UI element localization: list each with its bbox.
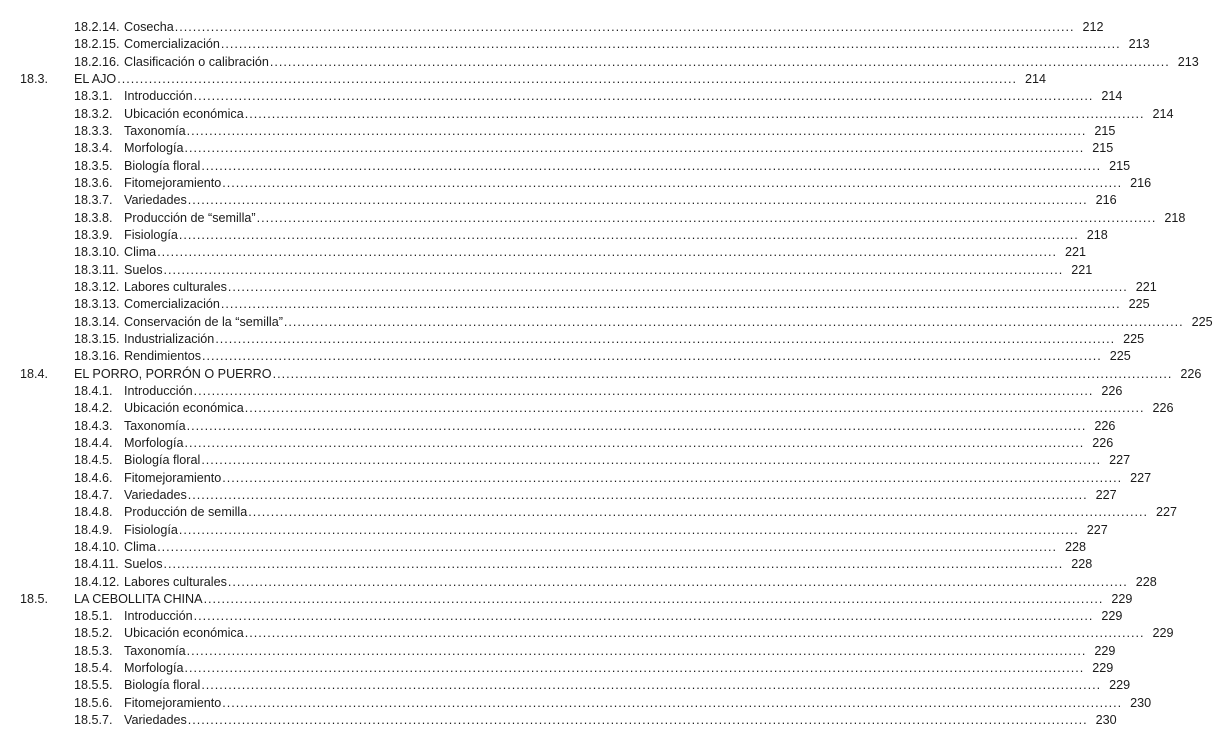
toc-title-line (74, 695, 1152, 712)
toc-title-line (74, 435, 1114, 452)
toc-entry-title: Fitomejoramiento (124, 175, 222, 190)
toc-entry-title: Labores culturales (124, 279, 227, 294)
toc-page-number: 227 (1086, 522, 1108, 537)
toc-title-line (74, 625, 1174, 642)
toc-title-line (74, 504, 1177, 521)
toc-title-line (74, 400, 1174, 417)
dot-leader: ........................................................................................................................................................................................................ (178, 227, 1079, 242)
toc-page-number: 216 (1130, 175, 1152, 190)
toc-entry (0, 556, 1093, 573)
toc-section-heading (0, 366, 1202, 383)
toc-entry (0, 695, 1152, 712)
toc-page-number: 215 (1092, 141, 1114, 156)
dot-leader: ........................................................................................................................................................................................................ (201, 678, 1102, 693)
toc-title-line (74, 677, 1131, 694)
toc-entry-number: 18.4.7. (74, 487, 113, 502)
toc-entry-number: 18.3.7. (74, 193, 113, 208)
toc-title-text (74, 123, 186, 140)
toc-section-heading (0, 591, 1133, 608)
toc-title-line (74, 522, 1108, 539)
dot-leader: ........................................................................................................................................................................................................ (222, 175, 1123, 190)
dot-leader: ........................................................................................................................................................................................................ (222, 695, 1123, 710)
toc-page-number: 228 (1071, 557, 1093, 572)
toc-entry-title: Variedades (124, 487, 187, 502)
toc-entry (0, 244, 1086, 261)
toc-entry-number: 18.4.2. (74, 401, 113, 416)
toc-title-text (74, 331, 214, 348)
toc-entry (0, 574, 1157, 591)
toc-title-text (74, 192, 187, 209)
toc-title-text (74, 452, 200, 469)
toc-entry-title: Biología floral (124, 453, 201, 468)
toc-title-line (74, 487, 1117, 504)
toc-title-text (74, 591, 203, 608)
toc-title-line (74, 279, 1157, 296)
toc-entry-number: 18.4.8. (74, 505, 113, 520)
toc-title-line (74, 192, 1117, 209)
toc-entry-title: Taxonomía (124, 643, 186, 658)
toc-entry-title: Biología floral (124, 158, 201, 173)
toc-page-number: 226 (1101, 383, 1123, 398)
toc-title-text (74, 435, 184, 452)
toc-page-number: 228 (1135, 574, 1157, 589)
dot-leader: ........................................................................................................................................................................................................ (174, 20, 1075, 34)
toc-title-line (74, 106, 1174, 123)
toc-entry-title: Introducción (124, 609, 193, 624)
toc-title-text (74, 210, 256, 227)
dot-leader: ........................................................................................................................................................................................................ (184, 141, 1085, 156)
toc-title-line (74, 418, 1116, 435)
toc-title-text (74, 418, 186, 435)
dot-leader: ........................................................................................................................................................................................................ (187, 713, 1088, 728)
toc-page-number: 214 (1025, 71, 1047, 86)
dot-leader: ........................................................................................................................................................................................................ (187, 193, 1088, 208)
toc-page-number: 230 (1095, 713, 1117, 728)
dot-leader: ........................................................................................................................................................................................................ (272, 366, 1173, 381)
toc-entry (0, 712, 1117, 729)
toc-entry-title: Suelos (124, 262, 163, 277)
toc-page-number: 225 (1109, 349, 1131, 364)
toc-entry (0, 435, 1114, 452)
toc-entry-number: 18.5.7. (74, 713, 113, 728)
toc-page-number: 229 (1152, 626, 1174, 641)
toc-entry-number: 18.3.2. (74, 106, 113, 121)
toc-entry-number: 18.4.3. (74, 418, 113, 433)
toc-entry-number: 18.3.6. (74, 175, 113, 190)
toc-entry (0, 452, 1131, 469)
toc-entry-number: 18.3.13. (74, 297, 120, 312)
toc-page-number: 229 (1094, 643, 1116, 658)
toc-entry (0, 487, 1117, 504)
toc-entry-number: 18.4.9. (74, 522, 113, 537)
toc-entry-number: 18.3.3. (74, 123, 113, 138)
toc-title-line (74, 71, 1047, 88)
dot-leader: ........................................................................................................................................................................................................ (227, 574, 1128, 589)
toc-page-number: 216 (1095, 193, 1117, 208)
toc-entry (0, 660, 1114, 677)
toc-entry-number: 18.4.4. (74, 435, 113, 450)
toc-page-number: 229 (1092, 661, 1114, 676)
toc-title-text (74, 470, 221, 487)
toc-entry (0, 106, 1174, 123)
toc-entry-title: Morfología (124, 141, 184, 156)
dot-leader: ........................................................................................................................................................................................................ (227, 279, 1128, 294)
toc-entry-title: Biología floral (124, 678, 201, 693)
toc-entry-number: 18.5.3. (74, 643, 113, 658)
toc-title-line (74, 383, 1123, 400)
toc-entry-title: Clima (124, 245, 157, 260)
toc-page-number: 229 (1101, 609, 1123, 624)
toc-page-number: 215 (1109, 158, 1131, 173)
toc-title-line (74, 366, 1202, 383)
toc-page-number: 225 (1123, 331, 1145, 346)
dot-leader: ........................................................................................................................................................................................................ (163, 557, 1064, 572)
toc-entry-number: 18.3.9. (74, 227, 113, 242)
dot-leader: ........................................................................................................................................................................................................ (193, 89, 1094, 104)
toc-entry (0, 522, 1108, 539)
toc-entry-title: Introducción (124, 383, 193, 398)
toc-entry-title: Producción de semilla (124, 505, 248, 520)
toc-entry-number: 18.4.6. (74, 470, 113, 485)
toc-entry-title: Variedades (124, 193, 187, 208)
toc-entry-title: Fisiología (124, 227, 178, 242)
toc-entry (0, 262, 1093, 279)
toc-title-line (74, 175, 1152, 192)
toc-entry-number: 18.3.4. (74, 141, 113, 156)
toc-title-text (74, 400, 244, 417)
toc-entry-title: Introducción (124, 89, 193, 104)
toc-title-text (74, 227, 178, 244)
toc-title-text (74, 244, 156, 261)
toc-entry-title: Labores culturales (124, 574, 227, 589)
toc-entry (0, 504, 1177, 521)
toc-page-number: 213 (1128, 37, 1150, 52)
toc-title-line (74, 88, 1123, 105)
toc-page-number: 226 (1094, 418, 1116, 433)
toc-entry-number: 18.3.14. (74, 314, 120, 329)
toc-title-text (74, 522, 178, 539)
toc-title-text (74, 574, 227, 591)
toc-entry-title: Ubicación económica (124, 626, 244, 641)
toc-entry-number: 18.5.4. (74, 661, 113, 676)
toc-page-number: 227 (1155, 505, 1177, 520)
toc-title-text (74, 88, 193, 105)
toc-entry-title: Comercialización (124, 37, 220, 52)
toc-title-line (74, 452, 1131, 469)
toc-entry (0, 539, 1086, 556)
table-of-contents (0, 19, 1213, 729)
toc-entry-title: Cosecha (124, 20, 174, 34)
toc-entry-number: 18.4.12. (74, 574, 120, 589)
toc-entry (0, 88, 1123, 105)
toc-section-heading (0, 71, 1047, 88)
dot-leader: ........................................................................................................................................................................................................ (186, 123, 1087, 138)
toc-page-number: 229 (1109, 678, 1131, 693)
toc-title-text (74, 608, 193, 625)
toc-title-text (74, 695, 221, 712)
toc-title-text (74, 314, 283, 331)
dot-leader: ........................................................................................................................................................................................................ (222, 470, 1123, 485)
toc-page-number: 214 (1101, 89, 1123, 104)
toc-entry (0, 19, 1104, 36)
toc-title-text (74, 71, 116, 88)
toc-entry-title: Ubicación económica (124, 106, 244, 121)
dot-leader: ........................................................................................................................................................................................................ (215, 331, 1116, 346)
toc-entry-title: Fitomejoramiento (124, 470, 222, 485)
toc-page-number: 227 (1109, 453, 1131, 468)
toc-title-text (74, 36, 220, 53)
toc-entry-title: Rendimientos (124, 349, 202, 364)
toc-page-number: 221 (1135, 279, 1157, 294)
dot-leader: ........................................................................................................................................................................................................ (244, 106, 1145, 121)
toc-title-text (74, 487, 187, 504)
toc-entry (0, 383, 1123, 400)
toc-title-text (74, 19, 174, 36)
toc-entry-title: Taxonomía (124, 418, 186, 433)
dot-leader: ........................................................................................................................................................................................................ (201, 158, 1102, 173)
toc-title-text (74, 625, 244, 642)
toc-entry (0, 400, 1174, 417)
toc-entry (0, 677, 1131, 694)
toc-entry-number: 18.4.11. (74, 557, 119, 572)
toc-entry-title: Suelos (124, 557, 163, 572)
dot-leader: ........................................................................................................................................................................................................ (283, 314, 1184, 329)
toc-entry (0, 158, 1131, 175)
toc-entry-number: 18.4.10. (74, 539, 120, 554)
toc-title-line (74, 348, 1131, 365)
toc-entry-title: Morfología (124, 661, 184, 676)
dot-leader: ........................................................................................................................................................................................................ (248, 505, 1148, 520)
toc-entry (0, 643, 1116, 660)
toc-title-line (74, 643, 1116, 660)
toc-page-number: 230 (1130, 695, 1152, 710)
toc-page-number: 221 (1064, 245, 1086, 260)
toc-page-number: 226 (1180, 366, 1202, 381)
toc-entry (0, 625, 1174, 642)
dot-leader: ........................................................................................................................................................................................................ (186, 643, 1087, 658)
toc-entry-number: 18.5.1. (74, 609, 113, 624)
toc-entry (0, 227, 1108, 244)
toc-entry-title: Conservación de la “semilla” (124, 314, 283, 329)
toc-page-number: 226 (1152, 401, 1174, 416)
toc-entry-title: Industrialización (124, 331, 215, 346)
dot-leader: ........................................................................................................................................................................................................ (244, 626, 1145, 641)
toc-title-text (74, 279, 227, 296)
toc-entry-title: EL PORRO, PORRÓN O PUERRO (74, 366, 272, 381)
toc-entry-number: 18.3.10. (74, 245, 120, 260)
dot-leader: ........................................................................................................................................................................................................ (184, 435, 1085, 450)
toc-title-line (74, 574, 1157, 591)
toc-entry (0, 470, 1152, 487)
toc-page-number: 212 (1082, 20, 1104, 34)
toc-entry-number: 18.3.1. (74, 89, 113, 104)
toc-entry-number: 18.2.14. (74, 20, 120, 34)
toc-entry (0, 192, 1117, 209)
dot-leader: ........................................................................................................................................................................................................ (269, 54, 1170, 69)
toc-entry-title: Morfología (124, 435, 184, 450)
toc-title-line (74, 591, 1133, 608)
toc-page-number: 221 (1071, 262, 1093, 277)
toc-entry (0, 123, 1116, 140)
toc-page-number: 218 (1086, 227, 1108, 242)
dot-leader: ........................................................................................................................................................................................................ (186, 418, 1087, 433)
toc-entry (0, 140, 1114, 157)
toc-title-text (74, 539, 156, 556)
toc-title-line (74, 227, 1108, 244)
toc-page-number: 229 (1111, 591, 1133, 606)
dot-leader: ........................................................................................................................................................................................................ (256, 210, 1157, 225)
toc-page-number: 225 (1191, 314, 1213, 329)
toc-entry-title: LA CEBOLLITA CHINA (74, 591, 203, 606)
toc-entry-title: Clima (124, 539, 157, 554)
toc-entry (0, 348, 1131, 365)
toc-entry-number: 18.4.1. (74, 383, 113, 398)
toc-entry (0, 314, 1213, 331)
toc-entry-number: 18.5.5. (74, 678, 113, 693)
toc-title-line (74, 712, 1117, 729)
toc-entry-title: Taxonomía (124, 123, 186, 138)
toc-title-line (74, 539, 1086, 556)
toc-title-line (74, 314, 1213, 331)
toc-entry-title: Fitomejoramiento (124, 695, 222, 710)
toc-title-line (74, 470, 1152, 487)
toc-entry (0, 296, 1150, 313)
dot-leader: ........................................................................................................................................................................................................ (220, 37, 1121, 52)
dot-leader: ........................................................................................................................................................................................................ (157, 539, 1057, 554)
toc-title-line (74, 262, 1093, 279)
toc-title-text (74, 348, 201, 365)
toc-title-line (74, 123, 1116, 140)
toc-title-text (74, 54, 269, 71)
toc-page-number: 215 (1094, 123, 1116, 138)
dot-leader: ........................................................................................................................................................................................................ (244, 401, 1145, 416)
toc-entry-title: Ubicación económica (124, 401, 244, 416)
toc-title-text (74, 106, 244, 123)
dot-leader: ........................................................................................................................................................................................................ (193, 609, 1094, 624)
toc-title-text (74, 556, 163, 573)
toc-title-text (74, 643, 186, 660)
toc-title-text (74, 677, 200, 694)
toc-title-line (74, 296, 1150, 313)
toc-section-number: 18.5. (20, 591, 49, 606)
toc-entry-number: 18.3.5. (74, 158, 113, 173)
toc-entry (0, 175, 1152, 192)
toc-entry (0, 418, 1116, 435)
toc-title-line (74, 158, 1131, 175)
toc-title-text (74, 504, 247, 521)
toc-entry-title: EL AJO (74, 71, 117, 86)
toc-title-text (74, 262, 163, 279)
toc-title-text (74, 383, 193, 400)
toc-page-number: 227 (1130, 470, 1152, 485)
toc-entry (0, 54, 1199, 71)
dot-leader: ........................................................................................................................................................................................................ (202, 349, 1102, 364)
toc-entry-title: Variedades (124, 713, 187, 728)
toc-entry-number: 18.3.12. (74, 279, 120, 294)
dot-leader: ........................................................................................................................................................................................................ (163, 262, 1064, 277)
dot-leader: ........................................................................................................................................................................................................ (117, 71, 1018, 86)
toc-entry-title: Comercialización (124, 297, 220, 312)
toc-page-number: 227 (1095, 487, 1117, 502)
toc-entry-title: Fisiología (124, 522, 178, 537)
toc-title-text (74, 660, 184, 677)
dot-leader: ........................................................................................................................................................................................................ (178, 522, 1079, 537)
toc-entry-number: 18.4.5. (74, 453, 113, 468)
toc-title-text (74, 140, 184, 157)
toc-page-number: 226 (1092, 435, 1114, 450)
dot-leader: ........................................................................................................................................................................................................ (203, 591, 1104, 606)
toc-page-number: 225 (1128, 297, 1150, 312)
toc-section-number: 18.4. (20, 366, 49, 381)
toc-title-line (74, 244, 1086, 261)
toc-entry (0, 210, 1186, 227)
toc-entry (0, 36, 1150, 53)
toc-title-text (74, 296, 220, 313)
toc-entry (0, 279, 1157, 296)
toc-entry-title: Producción de “semilla” (124, 210, 256, 225)
dot-leader: ........................................................................................................................................................................................................ (201, 453, 1102, 468)
toc-page-number: 213 (1177, 54, 1199, 69)
toc-title-line (74, 660, 1114, 677)
dot-leader: ........................................................................................................................................................................................................ (184, 661, 1085, 676)
dot-leader: ........................................................................................................................................................................................................ (193, 383, 1094, 398)
toc-entry-number: 18.2.16. (74, 54, 120, 69)
dot-leader: ........................................................................................................................................................................................................ (157, 245, 1057, 260)
toc-title-line (74, 36, 1150, 53)
toc-entry-number: 18.3.15. (74, 331, 120, 346)
toc-title-text (74, 175, 221, 192)
toc-title-text (74, 366, 272, 383)
toc-title-text (74, 712, 187, 729)
toc-page-number: 214 (1152, 106, 1174, 121)
toc-title-text (74, 158, 200, 175)
toc-page-number: 228 (1064, 539, 1086, 554)
toc-entry-number: 18.3.8. (74, 210, 113, 225)
toc-title-line (74, 19, 1104, 36)
toc-title-line (74, 140, 1114, 157)
toc-title-line (74, 608, 1123, 625)
toc-page-number: 218 (1164, 210, 1186, 225)
toc-title-line (74, 556, 1093, 573)
toc-title-line (74, 54, 1199, 71)
toc-entry-number: 18.3.11. (74, 262, 119, 277)
toc-title-line (74, 210, 1186, 227)
toc-title-line (74, 331, 1145, 348)
toc-entry-number: 18.5.2. (74, 626, 113, 641)
dot-leader: ........................................................................................................................................................................................................ (220, 297, 1121, 312)
toc-section-number: 18.3. (20, 71, 49, 86)
toc-entry-number: 18.3.16. (74, 349, 120, 364)
toc-entry-title: Clasificación o calibración (124, 54, 269, 69)
toc-entry (0, 608, 1123, 625)
dot-leader: ........................................................................................................................................................................................................ (187, 487, 1088, 502)
toc-entry (0, 331, 1145, 348)
toc-entry-number: 18.2.15. (74, 37, 120, 52)
toc-entry-number: 18.5.6. (74, 695, 113, 710)
